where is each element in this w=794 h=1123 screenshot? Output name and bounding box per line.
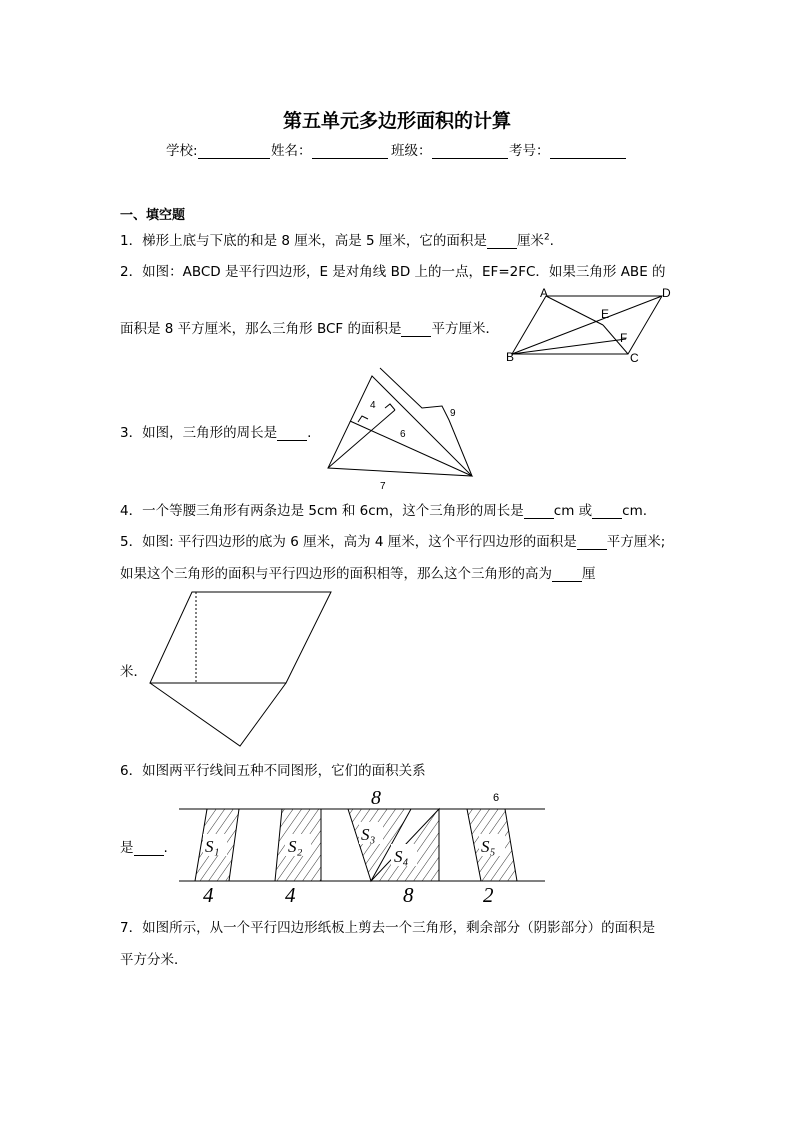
label-8-top: 8 [371,787,381,809]
q4-blank-2[interactable] [592,504,622,519]
label-d: D [662,286,671,300]
section-title: 一、填空题 [120,208,186,223]
question-5-line3: 米． [120,664,147,680]
label-6: 6 [400,429,406,440]
parallelogram-figure-q2 [500,284,690,366]
question-3 [120,421,311,441]
q1-sup: 2 [543,232,550,243]
question-5-line2 [120,562,596,582]
label-b: B [506,350,515,364]
name-label [271,139,388,159]
label-a: A [540,286,549,300]
q1-unit: 厘米 [516,233,544,249]
q2-text: 面积是 8 平方厘米，那么三角形 BCF 的面积是 [120,321,402,337]
label-6-top: 6 [493,792,500,804]
class-field[interactable] [432,144,508,159]
label-8-bottom: 8 [403,883,414,907]
label-s5: S₅ [481,837,496,856]
q5-unit-2: 厘 [582,566,596,582]
q6-end: . [163,840,168,856]
name-label-text: 姓名： [271,143,312,159]
q1-end: . [549,233,554,249]
q6-blank[interactable] [134,841,164,856]
q4-text: 4．一个等腰三角形有两条边是 5cm 和 6cm，这个三角形的周长是 [120,503,524,519]
class-label [391,139,508,159]
q5-blank-2[interactable] [552,567,582,582]
five-shapes-figure-q6 [175,782,547,908]
q5-text-1: 5．如图: 平行四边形的底为 6 厘米，高为 4 厘米，这个平行四边形的面积是 [120,534,577,550]
label-2-bottom: 2 [483,883,494,907]
school-label [166,139,270,159]
label-s4: S₄ [394,847,409,866]
q5-unit-1: 平方厘米; [606,534,666,550]
question-7-line1: 7．如图所示，从一个平行四边形纸板上剪去一个三角形，剩余部分（阴影部分）的面积是 [120,920,656,936]
q4-blank-1[interactable] [524,504,554,519]
page-title: 第五单元多边形面积的计算 [282,110,511,132]
triangle-figure-q3 [322,364,487,492]
label-s2: S₂ [288,837,303,856]
question-2-line2 [120,317,499,337]
name-field[interactable] [312,144,388,159]
q1-blank[interactable] [487,234,517,249]
label-e: E [601,307,610,321]
label-7: 7 [380,481,386,492]
label-f: F [620,331,628,345]
label-9: 9 [450,408,456,419]
exam-no-field[interactable] [550,144,626,159]
q3-end: . [307,425,312,441]
q1-text: 1．梯形上底与下底的和是 8 厘米，高是 5 厘米，它的面积是 [120,233,487,249]
q3-text: 3．如图，三角形的周长是 [120,425,278,441]
label-4-bottom-2: 4 [285,883,296,907]
q6-text: 是 [120,840,134,856]
q5-text-2: 如果这个三角形的面积与平行四边形的面积相等，那么这个三角形的高为 [120,566,552,582]
question-7-line2: 平方分米． [120,952,188,968]
question-4 [120,499,647,519]
q4-end: cm. [622,503,648,519]
class-label-text: 班级： [391,143,432,159]
label-4: 4 [370,400,376,411]
label-s3: S₃ [361,825,376,844]
q4-mid: cm 或 [553,503,593,519]
q3-blank[interactable] [277,426,307,441]
q2-blank[interactable] [401,322,431,337]
exam-no-label-text: 考号： [509,143,550,159]
question-6-line1: 6．如图两平行线间五种不同图形，它们的面积关系 [120,763,426,779]
parallelogram-triangle-figure-q5 [150,588,335,750]
exam-no-label [509,139,626,159]
school-field[interactable] [198,144,270,159]
question-5-line1 [120,530,665,550]
question-2-line1: 2．如图：ABCD 是平行四边形，E 是对角线 BD 上的一点，EF=2FC．如果三角形 ABE 的 [120,264,666,280]
question-6-line2 [120,836,168,856]
label-s1: S₁ [205,837,220,856]
label-c: C [630,351,639,365]
question-1 [120,229,554,249]
q5-blank-1[interactable] [577,535,607,550]
school-label-text: 学校: [166,143,198,159]
q2-unit: 平方厘米． [431,321,499,337]
label-4-bottom-1: 4 [203,883,214,907]
